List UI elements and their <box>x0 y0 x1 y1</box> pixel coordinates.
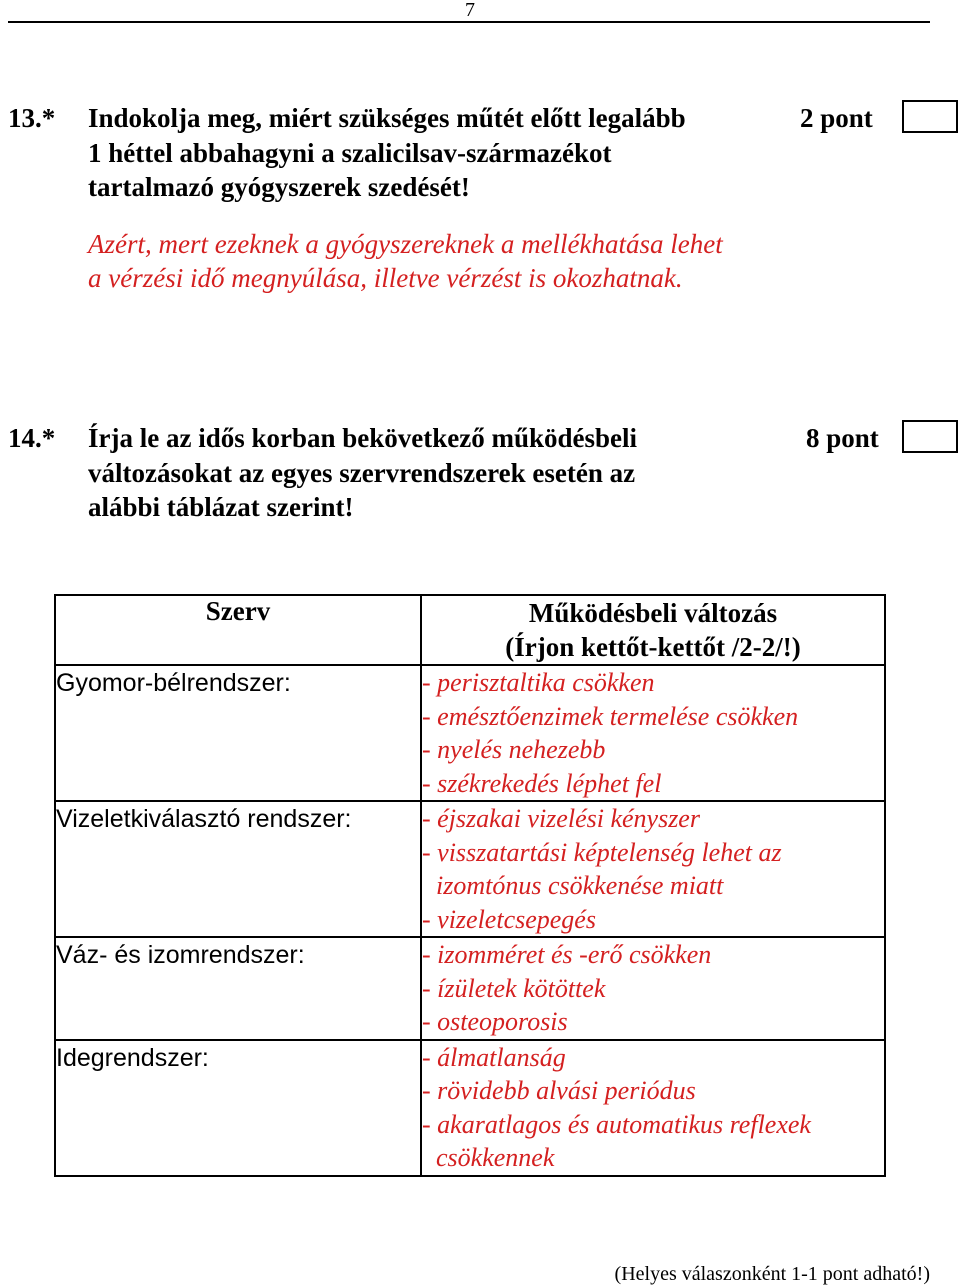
question-14-line-1: Írja le az idős korban bekövetkező működésbeli <box>88 423 638 453</box>
change-item: - izomméret és -erő csökken <box>422 940 712 969</box>
question-13-answer-line-2: a vérzési idő megnyúlása, illetve vérzést is okozhatnak. <box>88 263 683 293</box>
change-item: - visszatartási képtelenség lehet az <box>422 837 782 867</box>
organ-cell: Idegrendszer: <box>55 1040 421 1176</box>
change-item: - rövidebb alvási periódus <box>422 1076 696 1105</box>
question-13-points: 2 pont <box>800 103 873 133</box>
change-item: - akaratlagos és automatikus reflexek <box>422 1109 811 1139</box>
question-14-line-3: alábbi táblázat szerint! <box>88 492 354 522</box>
page-number: 7 <box>465 0 475 21</box>
table-row <box>55 1040 885 1176</box>
change-item: - osteoporosis <box>422 1007 568 1036</box>
question-14-points: 8 pont <box>806 423 879 453</box>
change-item: - perisztaltika csökken <box>422 668 655 697</box>
organ-cell: Vizeletkiválasztó rendszer: <box>55 801 421 937</box>
change-item: - székrekedés léphet fel <box>422 768 662 798</box>
change-item: - éjszakai vizelési kényszer <box>422 804 700 833</box>
scoring-note: (Helyes válaszonként 1-1 pont adható!) <box>614 1263 930 1285</box>
change-item: - álmatlanság <box>422 1042 566 1072</box>
header-organ: Szerv <box>55 595 421 665</box>
organ-change-table <box>54 594 886 1177</box>
question-13-score-box[interactable] <box>902 100 958 133</box>
header-change-line-1: Működésbeli változás <box>528 598 778 628</box>
question-13-line-3: tartalmazó gyógyszerek szedését! <box>88 172 470 202</box>
change-item: izomtónus csökkenése miatt <box>436 871 724 900</box>
header-change-line-2: (Írjon kettőt-kettőt /2-2/!) <box>505 632 801 662</box>
change-cell <box>421 801 885 937</box>
change-cell <box>421 937 885 1040</box>
organ-cell: Gyomor-bélrendszer: <box>55 665 421 801</box>
change-item: csökkennek <box>436 1143 555 1172</box>
question-14-number: 14.* <box>8 423 56 453</box>
change-item: - ízületek kötöttek <box>422 973 606 1003</box>
question-13-line-1: Indokolja meg, miért szükséges műtét előtt legalább <box>88 103 686 133</box>
header-change <box>421 595 885 665</box>
table-header-row <box>55 595 885 665</box>
question-13-line-2: 1 héttel abbahagyni a szalicilsav-származékot <box>88 138 612 168</box>
table-row <box>55 801 885 937</box>
question-13-answer-line-1: Azért, mert ezeknek a gyógyszereknek a mellékhatása lehet <box>88 229 723 259</box>
change-item: - nyelés nehezebb <box>422 735 606 764</box>
question-14-line-2: változásokat az egyes szervrendszerek esetén az <box>88 458 636 488</box>
change-item: - vizeletcsepegés <box>422 904 596 934</box>
header-rule <box>8 21 930 23</box>
table-row <box>55 937 885 1040</box>
change-item: - emésztőenzimek termelése csökken <box>422 701 799 731</box>
change-cell <box>421 1040 885 1176</box>
organ-cell: Váz- és izomrendszer: <box>55 937 421 1040</box>
question-13-number: 13.* <box>8 103 56 133</box>
change-cell <box>421 665 885 801</box>
table-row <box>55 665 885 801</box>
question-14-score-box[interactable] <box>902 420 958 453</box>
